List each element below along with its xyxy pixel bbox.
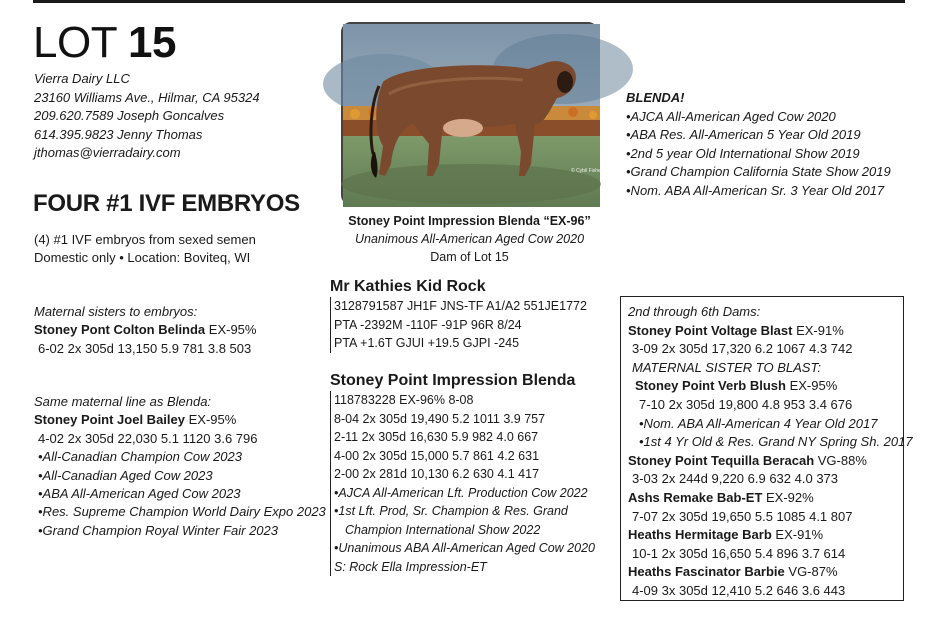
dam3-score: VG-88% (814, 452, 867, 468)
consignor-phone-2: 614.395.9823 Jenny Thomas (34, 126, 203, 142)
sire-block (330, 277, 587, 353)
maternal-sister-score: EX-95% (205, 322, 257, 338)
dam4-score: EX-92% (762, 489, 814, 505)
cow-illustration (343, 24, 603, 207)
offering-line-1: (4) #1 IVF embryos from sexed semen (34, 232, 256, 247)
top-rule (33, 0, 905, 3)
blenda-honor: •Grand Champion California State Show 2019 (626, 164, 891, 179)
maternal-line-honor: •All-Canadian Aged Cow 2023 (38, 467, 213, 483)
dams-label: 2nd through 6th Dams: (628, 304, 761, 319)
dam-record: 2-00 2x 281d 10,130 6.2 630 4.1 417 (334, 467, 540, 481)
consignor-address: 23160 Williams Ave., Hilmar, CA 95324 (34, 89, 260, 105)
sire-line: PTA +1.6T GJUI +19.5 GJPI -245 (334, 336, 520, 350)
lot-heading (33, 18, 176, 68)
caption-cow-name: Stoney Point Impression Blenda “EX-96” (348, 214, 591, 228)
consignor-name: Vierra Dairy LLC (34, 71, 130, 86)
maternal-line-honor: •ABA All-American Aged Cow 2023 (38, 486, 241, 502)
dam-record: 8-04 2x 305d 19,490 5.2 1011 3.9 757 (334, 411, 546, 426)
offering-description (34, 231, 256, 267)
photo-caption (341, 212, 598, 266)
maternal-sister-name: Stoney Pont Colton Belinda (34, 322, 206, 338)
dam-id: 118783228 EX-96% 8-08 (334, 393, 474, 407)
blenda-honors (626, 89, 891, 200)
dam2-score: EX-91% (792, 322, 844, 338)
blenda-honor: •2nd 5 year Old International Show 2019 (626, 145, 860, 161)
dam6-name: Heaths Fascinator Barbie (628, 564, 785, 580)
sister-record: 7-10 2x 305d 19,800 4.8 953 3.4 676 (639, 396, 853, 412)
dam-honor: •Unanimous ABA All-American Aged Cow 2020 (334, 541, 595, 555)
sire-info (330, 297, 587, 353)
caption-dam: Dam of Lot 15 (430, 250, 509, 264)
cow-photo (341, 22, 603, 205)
caption-honor: Unanimous All-American Aged Cow 2020 (354, 232, 585, 246)
maternal-line-honor: •Grand Champion Royal Winter Fair 2023 (38, 522, 278, 538)
offering-line-2: Domestic only • Location: Boviteq, WI (34, 250, 251, 265)
dam5-score: EX-91% (771, 527, 824, 543)
dam6-score: VG-87% (784, 564, 838, 580)
dam-info (330, 391, 595, 576)
blenda-honor: •AJCA All-American Aged Cow 2020 (626, 108, 836, 124)
maternal-line-honor: •Res. Supreme Champion World Dairy Expo 2023 (38, 504, 326, 520)
sister-label: MATERNAL SISTER TO BLAST: (632, 359, 822, 375)
maternal-sister-record: 6-02 2x 305d 13,150 5.9 781 3.8 503 (38, 340, 252, 356)
dam-record: 4-00 2x 305d 15,000 5.7 861 4.2 631 (334, 448, 540, 463)
dam6-record: 4-09 3x 305d 12,410 5.2 646 3.6 443 (632, 582, 846, 598)
sister-name: Stoney Point Verb Blush (635, 378, 786, 394)
lot-number: 15 (128, 18, 176, 67)
dam4-name: Ashs Remake Bab-ET (628, 489, 763, 505)
dam-sire: S: Rock Ella Impression-ET (334, 559, 487, 574)
maternal-line-score: EX-95% (185, 412, 237, 428)
photo-credit: © Cybil Fisher (571, 168, 603, 174)
consignor-phone-1: 209.620.7589 Joseph Goncalves (34, 108, 225, 123)
dam3-record: 3-03 2x 244d 9,220 6.9 632 4.0 373 (632, 471, 839, 487)
consignor-block (34, 70, 260, 163)
maternal-line-name: Stoney Point Joel Bailey (34, 412, 185, 428)
dam5-name: Heaths Hermitage Barb (628, 527, 772, 543)
dam-honor: Champion International Show 2022 (345, 522, 541, 537)
maternal-line-label: Same maternal line as Blenda: (34, 394, 212, 409)
dam-block (330, 371, 595, 576)
maternal-line-honor: •All-Canadian Champion Cow 2023 (38, 449, 243, 465)
dam3-name: Stoney Point Tequilla Beracah (628, 452, 815, 468)
sire-name: Mr Kathies Kid Rock (330, 278, 486, 295)
dam4-record: 7-07 2x 305d 19,650 5.5 1085 4.1 807 (632, 508, 853, 524)
blenda-honor: •ABA Res. All-American 5 Year Old 2019 (626, 127, 861, 142)
lot-word: LOT (33, 18, 117, 67)
maternal-line-record: 4-02 2x 305d 22,030 5.1 1120 3.6 796 (38, 430, 258, 446)
dam-honor: •AJCA All-American Lft. Production Cow 2022 (334, 485, 588, 500)
dam-record: 2-11 2x 305d 16,630 5.9 982 4.0 667 (334, 430, 539, 444)
maternal-line-block (34, 393, 326, 540)
dam2-record: 3-09 2x 305d 17,320 6.2 1067 4.3 742 (632, 341, 853, 357)
dam-honor: •1st Lft. Prod, Sr. Champion & Res. Grand (334, 504, 568, 518)
dam2-name: Stoney Point Voltage Blast (628, 322, 793, 338)
sire-line: 3128791587 JH1F JNS-TF A1/A2 551JE1772 (334, 299, 587, 313)
dam-name: Stoney Point Impression Blenda (330, 372, 576, 389)
sister-honor: •Nom. ABA All-American 4 Year Old 2017 (639, 415, 878, 431)
maternal-sisters-block (34, 303, 256, 358)
dam5-record: 10-1 2x 305d 16,650 5.4 896 3.7 614 (632, 545, 846, 561)
sire-line: PTA -2392M -110F -91P 96R 8/24 (334, 317, 522, 332)
consignor-email: jthomas@vierradairy.com (34, 145, 181, 160)
sister-honor: •1st 4 Yr Old & Res. Grand NY Spring Sh. 2017 (639, 434, 913, 450)
maternal-sisters-label: Maternal sisters to embryos: (34, 304, 198, 319)
blenda-honor: •Nom. ABA All-American Sr. 3 Year Old 2017 (626, 182, 885, 198)
dams-box (620, 296, 913, 601)
offering-title: FOUR #1 IVF EMBRYOS (33, 190, 300, 217)
blenda-title: BLENDA! (626, 90, 685, 105)
sister-score: EX-95% (785, 378, 838, 394)
